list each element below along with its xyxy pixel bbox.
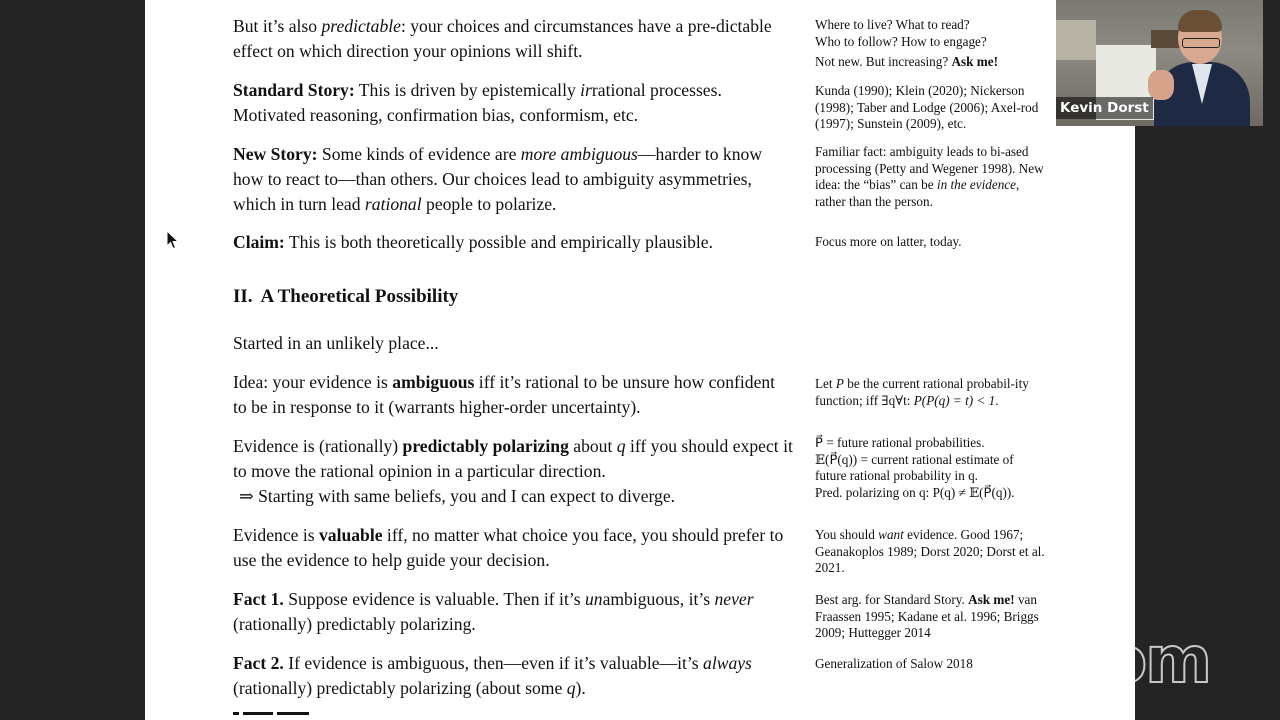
label: Standard Story: xyxy=(233,80,355,100)
text: This is driven by epistemically xyxy=(354,80,581,100)
text: iff you should expect it to move the rational opinion in a particular direction. xyxy=(233,436,793,481)
note-text: Kunda (1990); Klein (2020); Nickerson (1998); Taber and Lodge (2006); Axel-rod (1997); Sunstein (2009), etc. xyxy=(815,83,1039,132)
note-emphasis: want xyxy=(878,527,904,542)
margin-note-questions xyxy=(815,17,1047,71)
note-line: Where to live? What to read? xyxy=(815,17,970,32)
note-line: 𝔼(P⃗(q)) = current rational estimate of future rational probability in q. xyxy=(815,451,1014,484)
text: about xyxy=(568,436,617,456)
label: Fact 1. xyxy=(233,589,284,609)
emphasis: more ambiguous xyxy=(520,144,638,164)
text: Suppose evidence is valuable. Then if it’s xyxy=(283,589,585,609)
text: ambiguous, it’s xyxy=(602,589,715,609)
note-emphasis: P xyxy=(835,376,844,391)
margin-note-focus xyxy=(815,234,1047,251)
margin-note-probability xyxy=(815,376,1047,409)
text: If evidence is ambiguous, then—even if it’s valuable—it’s xyxy=(283,653,704,673)
paragraph-predictably-polarizing xyxy=(233,434,793,509)
note-bold: Ask me! xyxy=(968,592,1015,607)
paragraph-standard-story xyxy=(233,78,793,128)
label: New Story: xyxy=(233,144,318,164)
picture-frame xyxy=(1151,30,1181,48)
emphasis: un xyxy=(584,589,603,609)
emphasis: q xyxy=(566,678,576,698)
paragraph-ambiguous xyxy=(233,370,793,420)
whiteboard xyxy=(1056,20,1096,60)
margin-note-familiar-fact xyxy=(815,144,1047,210)
section-title: A Theoretical Possibility xyxy=(260,286,459,307)
text: —harder to know how to react to—than others. Our choices lead to ambiguity asymmetries, which in turn lead xyxy=(233,144,763,214)
implication-line: ⇒ Starting with same beliefs, you and I can expect to diverge. xyxy=(239,486,676,506)
cutoff-next-line xyxy=(233,712,313,720)
emphasis: always xyxy=(703,653,752,673)
text: ). xyxy=(575,678,586,698)
text: : your choices and circumstances have a pre-dictable effect on which direction your opinions will shift. xyxy=(233,16,772,61)
zoom-logo-watermark: zoom xyxy=(1026,624,1210,698)
text: Evidence is xyxy=(233,525,319,545)
note-line: P⃗ = future rational probabilities. xyxy=(815,435,985,450)
paragraph-fact-1 xyxy=(233,587,793,637)
speaker-hand xyxy=(1148,70,1174,100)
margin-note-best-argument xyxy=(815,592,1047,642)
emphasis: rational xyxy=(364,194,422,214)
emphasis: q xyxy=(616,436,626,456)
text: Evidence is (rationally) xyxy=(233,436,403,456)
note-text: be the current rational probabil-ity function; iff ∃q∀t: xyxy=(815,376,1029,408)
note-text: Generalization of Salow 2018 xyxy=(815,656,973,671)
margin-note-references-standard xyxy=(815,83,1047,133)
margin-note-future-probabilities xyxy=(815,435,1047,501)
note-formula: P(P(q) = t) < 1 xyxy=(913,392,996,408)
bold-term: valuable xyxy=(318,525,383,545)
paragraph-fact-2 xyxy=(233,651,793,701)
margin-note-value-of-evidence xyxy=(815,527,1047,577)
note-line: Not new. But increasing? xyxy=(815,54,952,70)
section-number: II. xyxy=(233,286,253,307)
text: iff, no matter what choice you face, you should prefer to use the evidence to help guide your decision. xyxy=(233,525,784,570)
note-text: . xyxy=(995,392,999,408)
note-emphasis: in the evidence xyxy=(936,177,1017,193)
paragraph-new-story xyxy=(233,142,793,217)
text: But it’s also xyxy=(233,16,322,36)
text: people to polarize. xyxy=(421,194,557,214)
shared-document-page xyxy=(145,0,1135,720)
note-text: , rather than the person. xyxy=(815,177,1020,209)
text: rational processes. Motivated reasoning, confirmation bias, conformism, etc. xyxy=(233,80,722,125)
margin-note-generalization xyxy=(815,656,1047,673)
bold-term: predictably polarizing xyxy=(402,436,569,456)
text: Idea: your evidence is xyxy=(233,372,393,392)
paragraph-started xyxy=(233,331,793,356)
text: Some kinds of evidence are xyxy=(317,144,521,164)
note-bold: Ask me! xyxy=(951,54,999,70)
text: iff it’s rational to be unsure how confident to be in response to it (warrants higher-order uncertainty). xyxy=(233,372,776,417)
emphasis: never xyxy=(714,589,754,609)
speaker-glasses xyxy=(1182,38,1220,48)
paragraph-claim xyxy=(233,230,793,255)
bold-term: ambiguous xyxy=(392,372,475,392)
mouse-pointer-icon xyxy=(166,230,180,250)
note-text: evidence. Good 1967; Geanakoplos 1989; Dorst 2020; Dorst et al. 2021. xyxy=(815,527,1045,576)
note-text: Let xyxy=(815,376,836,391)
note-text: van Fraassen 1995; Kadane et al. 1996; Briggs 2009; Huttegger 2014 xyxy=(815,592,1039,641)
paragraph-predictable xyxy=(233,14,793,64)
text: This is both theoretically possible and empirically plausible. xyxy=(284,232,713,252)
text: (rationally) predictably polarizing. xyxy=(233,614,476,634)
note-text: You should xyxy=(815,527,879,542)
label: Fact 2. xyxy=(233,653,284,673)
label: Claim: xyxy=(233,232,285,252)
speaker-hair xyxy=(1178,10,1222,32)
note-text: Familiar fact: ambiguity leads to bi-ased processing (Petty and Wegener 1998). New idea: the “bias” can be xyxy=(815,144,1044,193)
note-line: Pred. polarizing on q: P(q) ≠ 𝔼(P⃗(q)). xyxy=(815,484,1015,500)
section-heading xyxy=(233,286,458,308)
text: Started in an unlikely place... xyxy=(233,333,439,353)
text: (rationally) predictably polarizing (about some xyxy=(233,678,567,698)
note-line: Who to follow? How to engage? xyxy=(815,33,987,49)
note-text: Focus more on latter, today. xyxy=(815,234,962,249)
paragraph-valuable xyxy=(233,523,793,573)
emphasis: ir xyxy=(580,80,592,100)
participant-name-label: Kevin Dorst xyxy=(1056,97,1153,119)
emphasis: predictable xyxy=(321,16,401,36)
note-text: Best arg. for Standard Story. xyxy=(815,592,969,607)
